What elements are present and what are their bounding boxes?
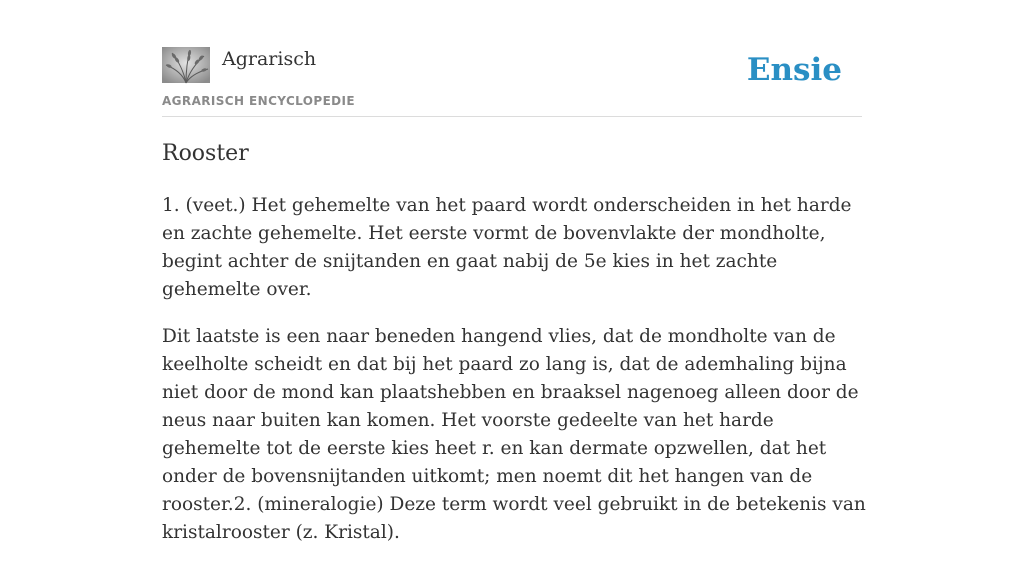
source-subtitle[interactable]: AGRARISCH ENCYCLOPEDIE <box>162 94 355 108</box>
wheat-icon <box>162 47 210 83</box>
source-title[interactable]: Agrarisch <box>222 48 317 70</box>
ensie-logo[interactable]: Ensie <box>746 52 842 88</box>
source-header <box>162 44 862 117</box>
article-paragraph: 1. (veet.) Het gehemelte van het paard wordt onderscheiden in het harde en zachte gehemelte. Het eerste vormt de bovenvlakte der mondholte, begint achter de snijtanden en gaat nabij de 5e kies in het zachte gehemelte over. <box>162 195 852 300</box>
article-title: Rooster <box>162 141 249 166</box>
source-logo-wheat-icon[interactable] <box>162 47 210 83</box>
article-body <box>162 192 867 566</box>
article-paragraph: Dit laatste is een naar beneden hangend vlies, dat de mondholte van de keelholte scheidt en dat bij het paard zo lang is, dat de ademhaling bijna niet door de mond kan plaatshebben en braaksel nagenoeg alleen door de neus naar buiten kan komen. Het voorste gedeelte van het harde gehemelte tot de eerste kies heet r. en kan dermate opzwellen, dat het onder de bovensnijtanden uitkomt; men noemt dit het hangen van de rooster.2. (mineralogie) Deze term wordt veel gebruikt in de betekenis van kristalrooster (z. Kristal). <box>162 326 866 543</box>
